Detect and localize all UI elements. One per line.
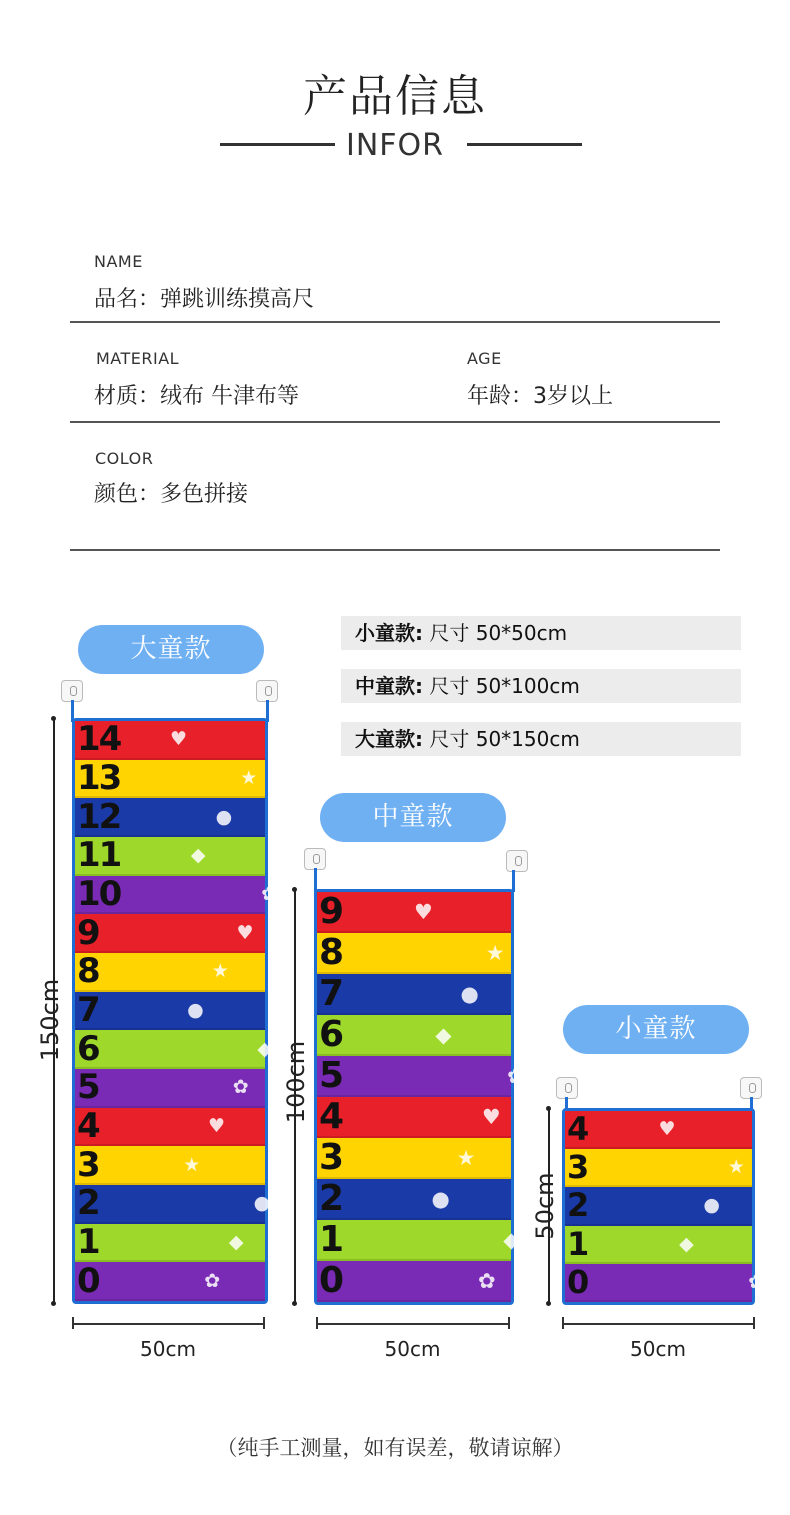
width-dimension-line: [562, 1323, 754, 1325]
info-divider: [70, 321, 720, 323]
stripe-number: 3: [77, 1144, 99, 1185]
animal-sticker-icon: ★: [183, 1153, 201, 1176]
size-spec-small: [341, 616, 741, 650]
chart-stripe: [317, 1179, 511, 1220]
dimension-dot: [546, 1301, 551, 1306]
animal-sticker-icon: ●: [460, 981, 479, 1006]
animal-sticker-icon: ●: [215, 805, 233, 828]
info-divider: [70, 421, 720, 423]
animal-sticker-icon: ✿: [204, 1269, 221, 1292]
animal-sticker-icon: ✿: [478, 1268, 496, 1293]
chart-stripe: [317, 1218, 520, 1261]
stripe-number: 4: [319, 1095, 343, 1137]
chart-stripe: [75, 953, 265, 992]
chart-stripe: [75, 1221, 265, 1263]
chart-stripe: [75, 1262, 265, 1301]
dimension-dot: [292, 1301, 297, 1306]
chart-stripe: [565, 1226, 752, 1264]
animal-sticker-icon: ●: [431, 1186, 450, 1211]
footer-note: （纯手工测量，如有误差，敬请谅解）: [216, 1436, 574, 1460]
hook-icon: [256, 680, 278, 702]
animal-sticker-icon: ★: [456, 1145, 476, 1170]
large-width-label: 50cm: [140, 1337, 196, 1361]
chart-stripe: [75, 757, 265, 799]
dimension-dot: [51, 1301, 56, 1306]
dimension-tick: [753, 1317, 755, 1329]
size-spec-name: 小童款:: [355, 621, 423, 645]
stripe-number: 6: [319, 1013, 343, 1055]
medium-height-chart: [314, 889, 525, 1305]
chart-stripe: [317, 1015, 511, 1056]
animal-sticker-icon: ●: [253, 1192, 271, 1215]
stripe-number: 8: [77, 951, 99, 992]
chart-stripe: [317, 1054, 525, 1097]
chart-stripe: [565, 1187, 752, 1225]
size-spec-medium: [341, 669, 741, 703]
stripe-number: 1: [77, 1221, 99, 1262]
hook-icon: [740, 1077, 762, 1099]
large-chart-title: 大童款: [78, 625, 264, 674]
stripe-number: 5: [319, 1054, 343, 1096]
stripe-number: 4: [567, 1110, 588, 1149]
color-value: 颜色：多色拼接: [94, 482, 249, 507]
animal-sticker-icon: ●: [187, 998, 204, 1021]
stripe-number: 12: [77, 796, 121, 837]
material-label: MATERIAL: [96, 349, 180, 368]
small-chart-title: 小童款: [563, 1005, 749, 1054]
chart-stripe: [317, 1097, 511, 1138]
age-value: 年龄：3岁以上: [467, 384, 613, 409]
chart-stripe: [565, 1111, 752, 1149]
animal-sticker-icon: ◆: [228, 1230, 244, 1253]
chart-stripe: [75, 721, 265, 760]
chart-stripe: [75, 873, 278, 915]
chart-stripe: [75, 837, 265, 876]
chart-stripe: [317, 1261, 511, 1302]
animal-sticker-icon: ♥: [208, 1114, 226, 1137]
animal-sticker-icon: ◆: [190, 844, 206, 867]
stripe-number: 3: [567, 1148, 588, 1187]
hook-icon: [61, 680, 83, 702]
chart-stripe: [75, 798, 265, 837]
animal-sticker-icon: ✿: [232, 1076, 249, 1099]
name-value: 品名：弹跳训练摸高尺: [94, 287, 315, 312]
stripe-number: 0: [77, 1260, 99, 1301]
animal-sticker-icon: ◆: [257, 1037, 273, 1060]
material-value: 材质：绒布 牛津布等: [94, 384, 299, 409]
stripe-number: 5: [77, 1067, 99, 1108]
age-label: AGE: [467, 349, 502, 368]
animal-sticker-icon: ♥: [481, 1104, 501, 1129]
animal-sticker-icon: ●: [703, 1194, 720, 1217]
size-spec-name: 大童款:: [355, 727, 423, 751]
stripe-number: 6: [77, 1028, 99, 1069]
large-height-chart: [72, 718, 278, 1304]
animal-sticker-icon: ✿: [261, 882, 278, 905]
animal-sticker-icon: ✿: [748, 1270, 765, 1293]
small-height-label: 50cm: [531, 1172, 559, 1240]
stripe-number: 9: [319, 890, 343, 932]
stripe-number: 13: [77, 757, 121, 798]
subtitle-right-rule: [467, 143, 582, 146]
stripe-number: 10: [77, 873, 121, 914]
chart-stripe: [75, 1028, 273, 1069]
medium-width-label: 50cm: [384, 1337, 441, 1361]
width-dimension-line: [72, 1323, 264, 1325]
stripe-number: 2: [77, 1183, 99, 1224]
size-spec-value: 尺寸 50*150cm: [429, 727, 580, 751]
small-height-chart: [562, 1108, 765, 1305]
animal-sticker-icon: ★: [211, 960, 229, 983]
stripe-number: 2: [567, 1186, 588, 1225]
color-label: COLOR: [95, 449, 154, 468]
animal-sticker-icon: ◆: [503, 1227, 520, 1252]
chart-stripe: [75, 1183, 271, 1224]
medium-height-label: 100cm: [282, 1040, 310, 1124]
animal-sticker-icon: ♥: [236, 921, 254, 944]
stripe-number: 8: [319, 931, 343, 973]
animal-sticker-icon: ✿: [507, 1063, 525, 1088]
animal-sticker-icon: ★: [485, 940, 505, 965]
medium-chart-title: 中童款: [320, 793, 506, 842]
hanging-cord: [512, 870, 515, 892]
width-dimension-line: [316, 1323, 509, 1325]
size-spec-name: 中童款:: [355, 674, 423, 698]
name-label: NAME: [94, 252, 143, 271]
stripe-number: 2: [319, 1177, 343, 1219]
page-title: 产品信息: [303, 71, 487, 122]
chart-stripe: [75, 1105, 265, 1147]
stripe-number: 7: [319, 972, 343, 1014]
dimension-tick: [263, 1317, 265, 1329]
chart-stripe: [75, 914, 265, 953]
stripe-number: 14: [77, 719, 121, 760]
stripe-number: 11: [77, 835, 121, 876]
size-spec-value: 尺寸 50*50cm: [429, 621, 568, 645]
animal-sticker-icon: ◆: [435, 1022, 452, 1047]
size-spec-large: [341, 722, 741, 756]
hook-icon: [556, 1077, 578, 1099]
animal-sticker-icon: ♥: [658, 1118, 676, 1141]
animal-sticker-icon: ★: [727, 1156, 745, 1179]
chart-stripe: [317, 1138, 511, 1179]
small-width-label: 50cm: [630, 1337, 686, 1361]
chart-stripe: [317, 892, 511, 933]
page-subtitle: INFOR: [345, 128, 444, 163]
stripe-number: 1: [567, 1224, 588, 1263]
stripe-number: 9: [77, 912, 99, 953]
hook-icon: [506, 850, 528, 872]
chart-stripe: [75, 1146, 265, 1185]
chart-stripe: [317, 974, 511, 1015]
stripe-number: 3: [319, 1136, 343, 1178]
animal-sticker-icon: ♥: [170, 728, 188, 751]
animal-sticker-icon: ◆: [679, 1232, 694, 1255]
chart-stripe: [565, 1262, 765, 1302]
chart-stripe: [565, 1149, 752, 1187]
animal-sticker-icon: ♥: [414, 899, 433, 924]
stripe-number: 0: [319, 1259, 343, 1301]
size-spec-value: 尺寸 50*100cm: [429, 674, 580, 698]
chart-stripe: [75, 989, 265, 1031]
large-height-label: 150cm: [36, 978, 64, 1062]
info-divider: [70, 549, 720, 551]
stripe-number: 0: [567, 1262, 588, 1301]
stripe-number: 4: [77, 1105, 99, 1146]
animal-sticker-icon: ★: [240, 766, 258, 789]
chart-stripe: [317, 933, 511, 974]
chart-stripe: [75, 1069, 265, 1108]
dimension-tick: [508, 1317, 510, 1329]
hook-icon: [304, 848, 326, 870]
stripe-number: 1: [319, 1218, 343, 1260]
stripe-number: 7: [77, 989, 99, 1030]
